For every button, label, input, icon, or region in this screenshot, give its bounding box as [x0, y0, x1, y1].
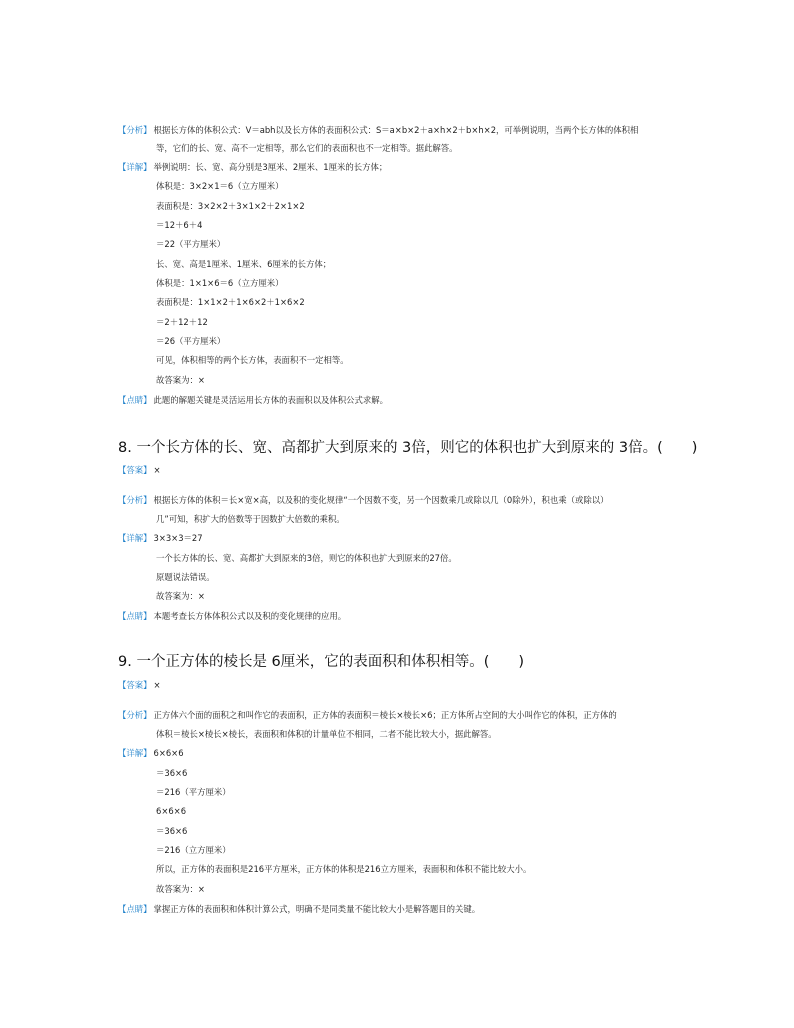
- detail-line: 所以，正方体的表面积是216平方厘米，正方体的体积是216立方厘米，表面积和体积不能比较大小。: [156, 864, 532, 874]
- detail-line: 故答案为：×: [156, 591, 205, 601]
- question-8: 8. 一个长方体的长、宽、高都扩大到原来的 3倍，则它的体积也扩大到原来的 3倍。( ): [118, 440, 698, 456]
- answer-tag: 【答案】: [118, 465, 152, 475]
- answer-line: 【答案】 ×: [118, 680, 161, 690]
- detail-line: ＝2＋12＋12: [156, 317, 208, 327]
- analysis-line: 体积＝棱长×棱长×棱长，表面积和体积的计量单位不相同，二者不能比较大小，据此解答。: [156, 729, 497, 739]
- detail-line: 可见，体积相等的两个长方体，表面积不一定相等。: [156, 355, 349, 365]
- detail-line: 【详解】 举例说明：长、宽、高分别是3厘米、2厘米、1厘米的长方体；: [118, 162, 388, 172]
- analysis-line: 【分析】 正方体六个面的面积之和叫作它的表面积，正方体的表面积＝棱长×棱长×6；正方体所占空间的大小叫作它的体积，正方体的: [118, 710, 617, 720]
- detail-tag: 【详解】: [118, 533, 152, 543]
- detail-line: 原题说法错误。: [156, 572, 215, 582]
- detail-line: 体积是：1×1×6＝6（立方厘米）: [156, 278, 284, 288]
- detail-line: 故答案为：×: [156, 884, 205, 894]
- analysis-tag: 【分析】: [118, 495, 152, 505]
- detail-line: ＝36×6: [156, 768, 188, 778]
- analysis-line: 几”可知，积扩大的倍数等于因数扩大倍数的乘积。: [156, 514, 345, 524]
- detail-line: 表面积是：1×1×2＋1×6×2＋1×6×2: [156, 297, 305, 307]
- analysis-line: 【分析】 根据长方体的体积公式：V＝abh以及长方体的表面积公式：S＝a×b×2＋a×h×2＋b×h×2，可举例说明，当两个长方体的体积相: [118, 125, 639, 135]
- answer-tag: 【答案】: [118, 680, 152, 690]
- detail-tag: 【详解】: [118, 748, 152, 758]
- detail-line: 故答案为：×: [156, 375, 205, 385]
- analysis-tag: 【分析】: [118, 125, 152, 135]
- point-line: 【点睛】 本题考查长方体体积公式以及积的变化规律的应用。: [118, 611, 347, 621]
- point-line: 【点睛】 掌握正方体的表面积和体积计算公式，明确不是同类量不能比较大小是解答题目的关键。: [118, 904, 481, 914]
- analysis-line: 等，它们的长、宽、高不一定相等，那么它们的表面积也不一定相等。据此解答。: [156, 143, 458, 153]
- detail-line: 一个长方体的长、宽、高都扩大到原来的3倍，则它的体积也扩大到原来的27倍。: [156, 553, 457, 563]
- detail-line: ＝36×6: [156, 826, 188, 836]
- detail-line: ＝22（平方厘米）: [156, 239, 226, 249]
- detail-line: ＝26（平方厘米）: [156, 336, 226, 346]
- detail-line: 【详解】 6×6×6: [118, 748, 184, 758]
- point-tag: 【点睛】: [118, 904, 152, 914]
- detail-tag: 【详解】: [118, 162, 152, 172]
- analysis-tag: 【分析】: [118, 710, 152, 720]
- detail-line: 【详解】 3×3×3＝27: [118, 533, 203, 543]
- question-9: 9. 一个正方体的棱长是 6厘米，它的表面积和体积相等。( ): [118, 654, 525, 670]
- detail-line: ＝216（立方厘米）: [156, 845, 231, 855]
- answer-line: 【答案】 ×: [118, 465, 161, 475]
- detail-line: 表面积是：3×2×2＋3×1×2＋2×1×2: [156, 201, 305, 211]
- analysis-line: 【分析】 根据长方体的体积＝长×宽×高，以及积的变化规律“一个因数不变，另一个因数乘几或除以几（0除外），积也乘（或除以）: [118, 495, 609, 505]
- point-tag: 【点睛】: [118, 611, 152, 621]
- point-line: 【点睛】 此题的解题关键是灵活运用长方体的表面积以及体积公式求解。: [118, 395, 388, 405]
- detail-line: 体积是：3×2×1＝6（立方厘米）: [156, 181, 284, 191]
- detail-line: 6×6×6: [156, 806, 187, 816]
- detail-line: ＝12＋6＋4: [156, 220, 203, 230]
- detail-line: ＝216（平方厘米）: [156, 787, 231, 797]
- point-tag: 【点睛】: [118, 395, 152, 405]
- detail-line: 长、宽、高是1厘米、1厘米、6厘米的长方体；: [156, 259, 332, 269]
